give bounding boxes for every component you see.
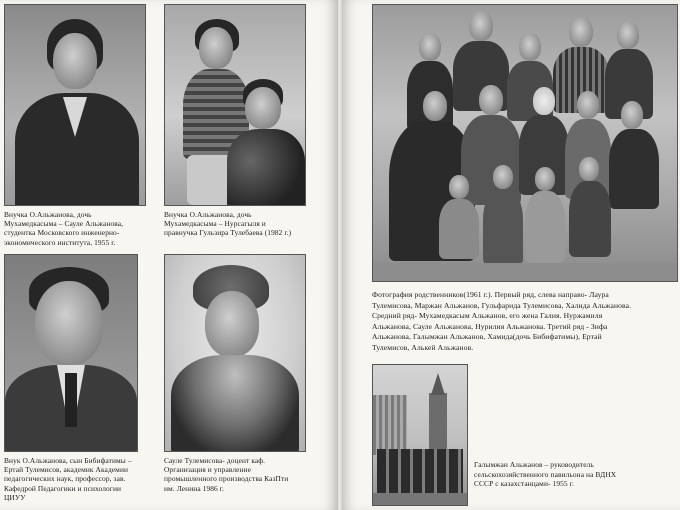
caption-line: Тулемисов, Алькей Альжанов. [372, 342, 474, 352]
caption-line: экономического института, 1955 г. [4, 237, 116, 247]
caption-line: Мухамедкасыма – Сауле Альжанова, [4, 219, 124, 229]
caption-line: Сауле Тулемисова- доцент каф. [164, 456, 266, 465]
caption-line: Средний ряд- Мухамедкасым Альжанов, его жена Галия. Нуржамиля [372, 311, 603, 321]
caption-line: Кафедрой Педагогики и психологии [4, 483, 122, 493]
caption-photo1 [4, 210, 154, 247]
right-page [342, 0, 680, 510]
caption-line: Альжанова, Галымжан Альжанов, Хамида(дочь Бибифатимы), Ертай [372, 332, 602, 342]
caption-line: Мухамедкасыма – Нурсагыля и [164, 219, 266, 229]
caption-line: СССР с казахстанцами- 1955 г. [474, 479, 574, 489]
caption-line: Тулемисова, Маржан Альжанов, Гульфарида Тулемисова, Халида Альжанова. [372, 300, 632, 310]
caption-photo4 [164, 456, 314, 493]
photo-nursagyl-1982 [164, 4, 306, 206]
caption-line: им. Ленина 1986 г. [164, 483, 225, 493]
photo-saule-1955 [4, 4, 146, 206]
photo-ertai-tulemisov [4, 254, 138, 452]
caption-line: Внучка О.Альжанова, дочь [164, 210, 252, 219]
caption-line: Ертай Тулемисов, академик Академии [4, 465, 129, 475]
caption-line: Организация и управление [164, 465, 251, 475]
caption-kremlin-photo [474, 460, 674, 489]
photo-vdnh-kremlin-1955 [372, 364, 468, 506]
left-page [0, 0, 338, 510]
caption-photo3 [4, 456, 156, 502]
caption-line: Фотография родственников(1961 г.). Первый ряд, слева направо- Лаура [372, 290, 609, 299]
caption-line: Альжанова, Сауле Альжанова, Нурилия Альжанова. Третий ряд - Зифа [372, 321, 608, 331]
caption-line: педагогических наук, профессор, зав. [4, 474, 126, 484]
photo-family-group-1961 [372, 4, 678, 282]
caption-line: промышленного производства КазПти [164, 474, 289, 484]
caption-line: ЦИУУ [4, 492, 26, 502]
caption-line: сельскохозяйственного павильона на ВДНХ [474, 469, 617, 479]
caption-line: Внук О.Альжанова, сын Бибифатимы – [4, 456, 132, 465]
caption-line: студентка Московского инженерно- [4, 228, 120, 238]
caption-line: правнучка Гульзира Тулебаева (1982 г.) [164, 228, 292, 238]
caption-group-photo [372, 290, 676, 354]
caption-photo2 [164, 210, 312, 238]
caption-line: Внучка О.Альжанова, дочь [4, 210, 92, 219]
caption-line: Галымжан Альжанов – руководитель [474, 460, 594, 469]
photo-saule-tulemisova [164, 254, 306, 452]
